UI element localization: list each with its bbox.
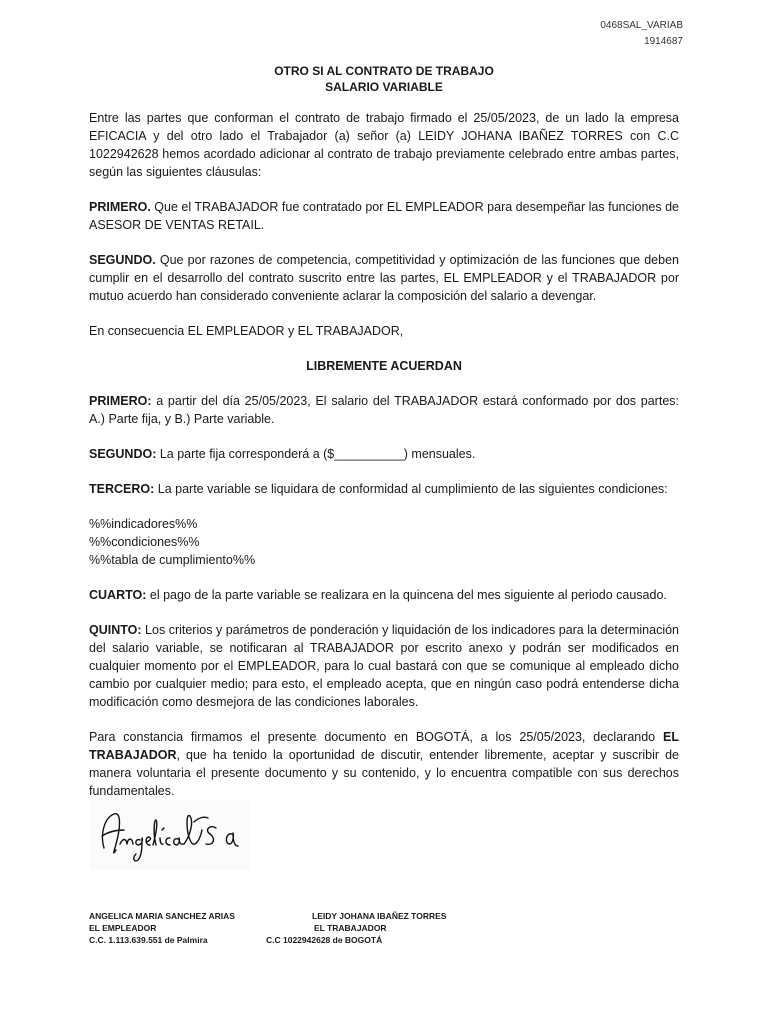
clause-segundo [89,445,679,463]
reference-code: 0468SAL_VARIAB [600,20,683,31]
employer-role: EL EMPLEADOR [89,923,157,933]
clause-segundo-pre [89,251,679,305]
clause-text: Que el TRABAJADOR fue contratado por EL EMPLEADOR para desempeñar las funciones de ASESOR DE VENTAS RETAIL. [89,200,679,232]
clause-quinto [89,621,679,711]
closing-text-before: Para constancia firmamos el presente documento en BOGOTÁ, a los 25/05/2023, declarando [89,730,664,744]
consequence-paragraph: En consecuencia EL EMPLEADOR y EL TRABAJADOR, [89,324,404,338]
clause-label: SEGUNDO. [89,253,156,267]
clause-text: el pago de la parte variable se realizara en la quincena del mes siguiente al periodo causado. [146,588,667,602]
closing-text-bold: EL TRABAJADOR [89,730,679,762]
intro-paragraph: Entre las partes que conforman el contrato de trabajo firmado el 25/05/2023, de un lado la empresa EFICACIA y del otro lado el Trabajador (a) señor (a) LEIDY JOHANA IBAÑEZ TORRES con C.C 1022942628 hemos acordado adicionar al contrato de trabajo previamente celebrado entre ambas partes, según las siguientes cláusulas: [89,111,679,179]
agreement-heading: LIBREMENTE ACUERDAN [306,359,462,373]
worker-signature-block [266,910,447,946]
placeholder-list [89,515,679,569]
title-line-2: SALARIO VARIABLE [325,80,443,94]
clause-primero [89,392,679,428]
clause-label: TERCERO: [89,482,155,496]
document-reference [600,18,683,50]
document-body [89,109,679,817]
clause-label: SEGUNDO: [89,447,157,461]
worker-name: LEIDY JOHANA IBAÑEZ TORRES [312,911,447,921]
worker-role: EL TRABAJADOR [314,923,387,933]
placeholder-indicadores: %%indicadores%% [89,517,198,531]
reference-number: 1914687 [644,36,683,47]
clause-text: La parte variable se liquidara de conformidad al cumplimiento de las siguientes condiciones: [154,482,668,496]
clause-cuarto [89,586,679,604]
clause-label: PRIMERO: [89,394,152,408]
clause-text: Los criterios y parámetros de ponderación y liquidación de los indicadores para la determinación del salario variable, se notificaran al TRABAJADOR por escrito anexo y podrán ser modificados en cualquier momento por el EMPLEADOR, para lo cual bastará con que se comunique al empleado dicho cambio por cualquier medio; para esto, el empleado acepta, que en ningún caso podrá entenderse dicha modificación como desmejora de las condiciones laborales. [89,623,679,709]
employer-name: ANGELICA MARIA SANCHEZ ARIAS [89,911,235,921]
clause-text: Que por razones de competencia, competitividad y optimización de las funciones que deben cumplir en el desarrollo del contrato suscrito entre las partes, EL EMPLEADOR y el TRABAJADOR por mutuo acuerdo han considerado conveniente aclarar la composición del salario a devengar. [89,253,679,303]
handwritten-signature [90,800,250,870]
worker-id: C.C 1022942628 de BOGOTÁ [266,935,383,945]
placeholder-tabla: %%tabla de cumplimiento%% [89,553,256,567]
clause-label: PRIMERO. [89,200,151,214]
title-line-1: OTRO SI AL CONTRATO DE TRABAJO [274,64,494,78]
clause-label: QUINTO: [89,623,142,637]
clause-primero-pre [89,198,679,234]
employer-id: C.C. 1.113.639.551 de Palmira [89,935,208,945]
closing-text-after: , que ha tenido la oportunidad de discutir, entender libremente, aceptar y suscribir de manera voluntaria el presente documento y su contenido, y lo encuentra compatible con sus derechos fundamentales. [89,748,679,798]
clause-tercero [89,480,679,498]
placeholder-condiciones: %%condiciones%% [89,535,200,549]
clause-text: a partir del día 25/05/2023, El salario del TRABAJADOR estará conformado por dos partes: A.) Parte fija, y B.) Parte variable. [89,394,679,426]
document-title [0,63,768,95]
employer-signature-block [89,910,235,946]
clause-text: La parte fija corresponderá a ($__________) mensuales. [156,447,476,461]
clause-label: CUARTO: [89,588,147,602]
closing-paragraph [89,728,679,800]
